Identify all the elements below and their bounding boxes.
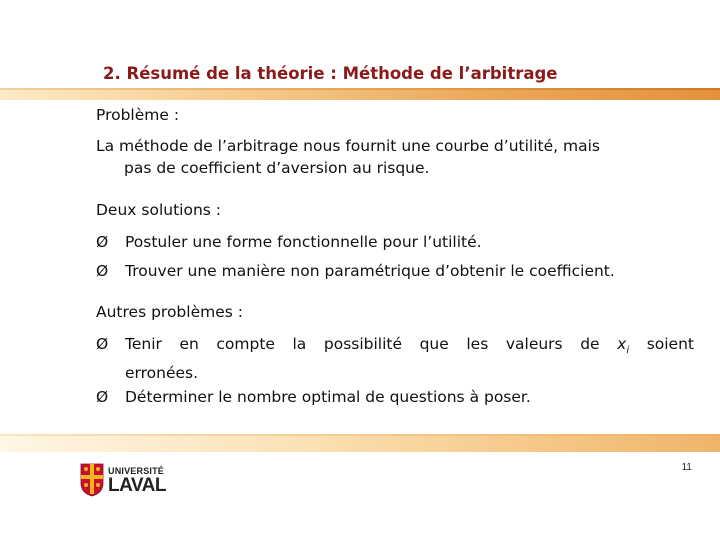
coat-of-arms-icon [80,463,104,497]
section-heading-solutions: Deux solutions : [96,201,221,219]
autres-item-2: Déterminer le nombre optimal de questions à poser. [125,388,531,406]
title-underline-line [0,88,720,90]
list-item [96,386,694,408]
logo-text-laval: LAVAL [108,475,167,496]
page-number: 11 [681,462,692,473]
probleme-paragraph [96,135,696,179]
variable-x: x [617,335,627,353]
solution-item-2: Trouver une manière non paramétrique d’obtenir le coefficient. [125,262,615,280]
variable-subscript: i [626,345,630,357]
footer-band [0,434,720,452]
universite-laval-logo [80,463,170,501]
solution-item-1: Postuler une forme fonctionnelle pour l’utilité. [125,233,482,251]
arrow-bullet-icon: Ø [96,335,109,353]
autres-item-1-line-1: Tenir en compte la possibilité que les valeurs de $x_i$ soient [125,335,694,357]
title-underline-band [0,90,720,100]
list-item [96,333,694,384]
arrow-bullet-icon: Ø [96,233,109,251]
probleme-line-1: La méthode de l’arbitrage nous fournit une courbe d’utilité, mais [96,137,600,155]
arrow-bullet-icon: Ø [96,262,109,280]
list-item [96,260,694,282]
list-item [96,231,694,253]
arrow-bullet-icon: Ø [96,388,109,406]
footer-line [0,434,720,436]
section-heading-probleme: Problème : [96,106,180,124]
section-heading-autres: Autres problèmes : [96,303,243,321]
autres-item-1-line-2: erronées. [125,364,199,383]
slide-title: 2. Résumé de la théorie : Méthode de l’arbitrage [103,64,558,83]
logo-text-universite: UNIVERSITÉ [108,466,165,476]
probleme-line-2: pas de coefficient d’aversion au risque. [124,159,430,177]
